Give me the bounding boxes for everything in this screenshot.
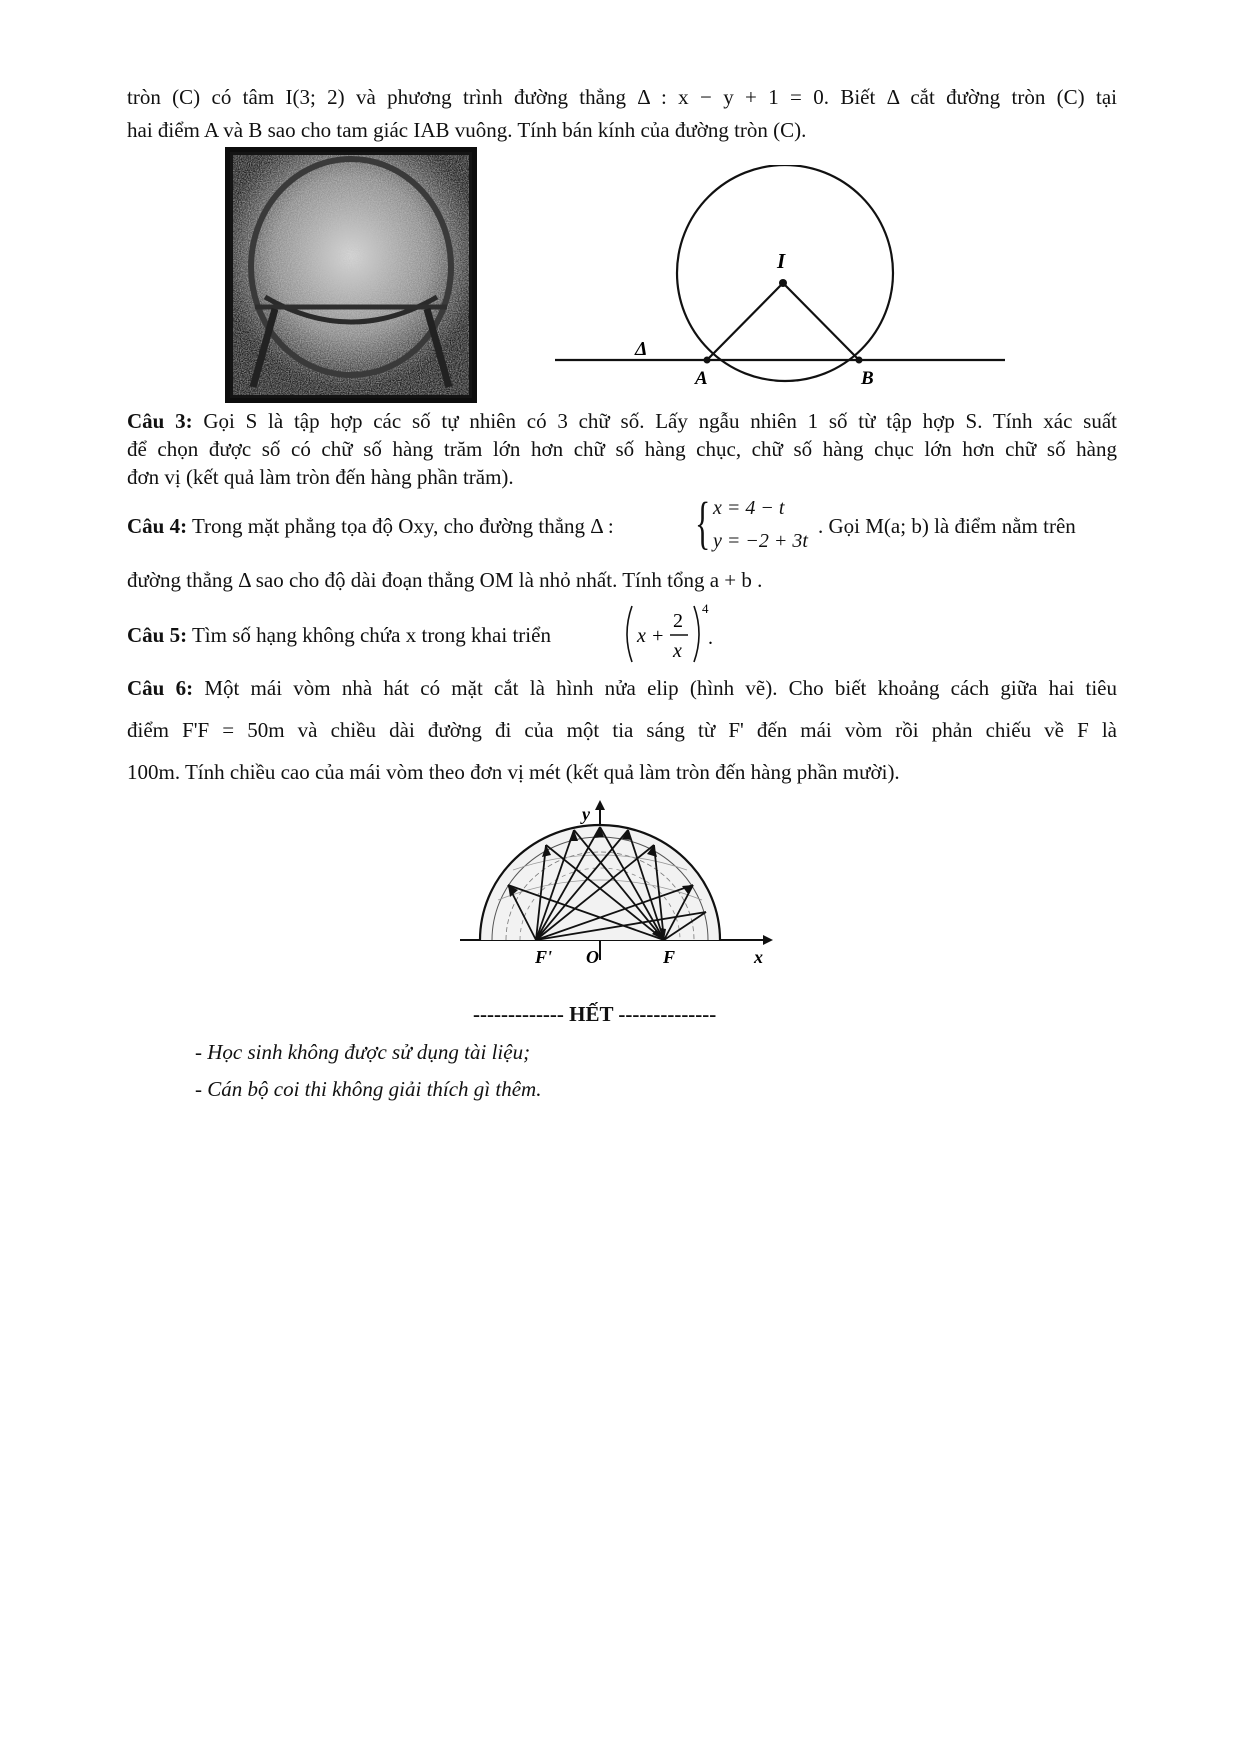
q3-line1: [127, 407, 1117, 435]
q5-frac-den: x: [673, 640, 682, 662]
q4-sys-row1: x = 4 − t: [713, 497, 785, 519]
q6-line2: điểm F'F = 50m và chiều dài đường đi của một tia sáng từ F' đến mái vòm rồi phản chiếu về F là: [127, 718, 1117, 742]
q6-line3: 100m. Tính chiều cao của mái vòm theo đơn vị mét (kết quả làm tròn đến hàng phần mười).: [127, 760, 900, 784]
label-Fp: F': [535, 947, 553, 965]
q4-text1a: Trong mặt phẳng tọa độ Oxy, cho đường thẳng Δ :: [191, 514, 614, 538]
q4-label: Câu 4:: [127, 514, 188, 538]
q5-text: Tìm số hạng không chứa x trong khai triển: [191, 623, 551, 647]
q5-label: Câu 5:: [127, 623, 188, 647]
q4-line1a: [127, 512, 697, 540]
y-axis-arrow: [595, 800, 605, 810]
point-B: [856, 357, 863, 364]
label-F: F: [663, 947, 676, 965]
label-y: y: [582, 804, 590, 824]
point-A: [704, 357, 711, 364]
note-2: - Cán bộ coi thi không giải thích gì thêm.: [195, 1077, 542, 1101]
q6-line1: [127, 674, 1117, 702]
q5-expression: [622, 600, 722, 670]
end-marker: ------------- HẾT --------------: [473, 1002, 717, 1026]
label-O: O: [586, 947, 599, 965]
q5-frac-num: 2: [673, 610, 683, 632]
q5-end: .: [708, 627, 713, 649]
label-A: A: [695, 368, 708, 389]
q4-sys-row2: y = −2 + 3t: [713, 530, 808, 552]
circle-line-diagram: [550, 165, 1020, 400]
q2-line2: hai điểm A và B sao cho tam giác IAB vuông. Tính bán kính của đường tròn (C).: [127, 118, 807, 142]
q4-system: [695, 490, 825, 559]
label-I: I: [777, 249, 786, 273]
q3-label: Câu 3:: [127, 409, 193, 433]
q3-text1: Gọi S là tập hợp các số tự nhiên có 3 chữ số. Lấy ngẫu nhiên 1 số từ tập hợp S. Tính xác suất: [203, 409, 1117, 433]
q2-line1: tròn (C) có tâm I(3; 2) và phương trình đường thẳng Δ : x − y + 1 = 0. Biết Δ cắt đường tròn (C) tại: [127, 85, 1117, 109]
q4-brace: {: [695, 490, 711, 555]
ellipse-dome-diagram: [458, 800, 773, 965]
q4-line2: đường thẳng Δ sao cho độ dài đoạn thẳng OM là nhỏ nhất. Tính tổng a + b .: [127, 568, 763, 592]
q5-expr-x: x +: [637, 625, 665, 647]
half-ellipse-outer: [480, 825, 720, 940]
label-delta: Δ: [635, 338, 648, 360]
point-I: [779, 279, 787, 287]
q5-line: [127, 621, 627, 649]
q6-text1: Một mái vòm nhà hát có mặt cắt là hình nửa elip (hình vẽ). Cho biết khoảng cách giữa hai tiêu: [204, 676, 1118, 700]
segment-IB: [783, 283, 859, 360]
q6-label: Câu 6:: [127, 676, 194, 700]
q4-line1b: . Gọi M(a; b) là điểm nằm trên: [818, 514, 1076, 538]
segment-IA: [707, 283, 783, 360]
q5-power: 4: [702, 601, 709, 616]
label-B: B: [861, 368, 874, 389]
q3-line2: để chọn được số có chữ số hàng trăm lớn hơn chữ số hàng chục, chữ số hàng chục lớn hơn chữ số hàng: [127, 437, 1117, 461]
q3-line3: đơn vị (kết quả làm tròn đến hàng phần trăm).: [127, 465, 514, 489]
photo-circular-structure: [225, 147, 477, 403]
x-axis-arrow: [763, 935, 773, 945]
note-1: - Học sinh không được sử dụng tài liệu;: [195, 1040, 531, 1064]
label-x: x: [754, 947, 763, 965]
circle-c: [677, 165, 893, 381]
